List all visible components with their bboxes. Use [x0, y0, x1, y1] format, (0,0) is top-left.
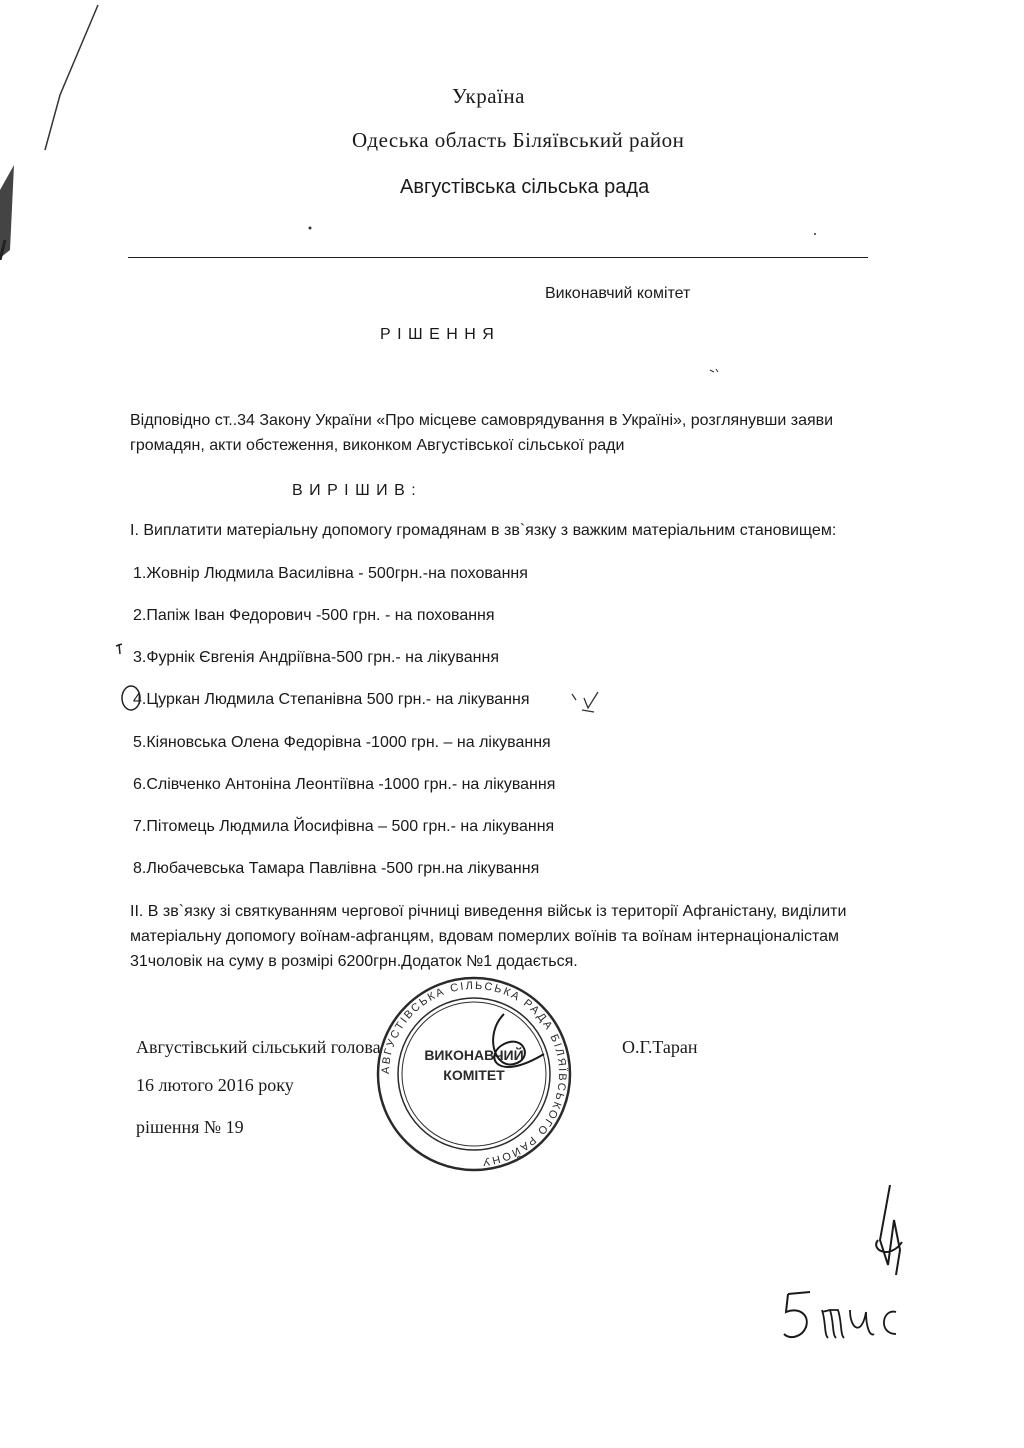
- list-item: 3.Фурнік Євгенія Андріївна-500 грн.- на лікування: [133, 649, 499, 666]
- list-item: 6.Слівченко Антоніна Леонтіївна -1000 грн.- на лікування: [133, 776, 556, 793]
- list-item: 8.Любачевська Тамара Павлівна -500 грн.на лікування: [133, 860, 540, 877]
- preamble-line-1: Відповідно ст..34 Закону України «Про місцеве самоврядування в Україні», розглянувши заяви: [130, 412, 834, 429]
- signature-name: О.Г.Таран: [622, 1037, 698, 1057]
- decided-label: В И Р І Ш И В :: [292, 482, 417, 499]
- handwritten-marks: [112, 640, 142, 720]
- section1-heading: І. Виплатити матеріальну допомогу громадянам в зв`язку з важким матеріальним становищем:: [130, 522, 837, 539]
- decision-number: рішення № 19: [136, 1117, 244, 1137]
- decision-date: 16 лютого 2016 року: [136, 1075, 294, 1095]
- doc-title: Р І Ш Е Н Н Я: [380, 326, 495, 343]
- list-item: 7.Пітомець Людмила Йосифівна – 500 грн.- на лікування: [133, 818, 555, 835]
- executive-committee-label: Виконавчий комітет: [545, 285, 691, 302]
- handwritten-tick: [562, 688, 612, 718]
- stamp-center-line-1: ВИКОНАВЧИЙ: [424, 1047, 524, 1063]
- section2-line-2: матеріальну допомогу воїнам-афганцям, вдовам померлих воїнів та воїнам інтернаціоналістам: [130, 928, 840, 945]
- handwritten-note: [778, 1282, 908, 1352]
- list-item: 4.Цуркан Людмила Степанівна 500 грн.- на лікування: [133, 691, 530, 708]
- handwritten-signature: [860, 1180, 920, 1280]
- list-item: 2.Папіж Іван Федорович -500 грн. - на поховання: [133, 607, 495, 624]
- section2-line-3: 31чоловік на суму в розмірі 6200грн.Додаток №1 додається.: [130, 953, 578, 970]
- scan-edge-artifact: [0, 0, 110, 260]
- stamp-ring-text: АВГУСТІВСЬКА СІЛЬСЬКА РАДА БІЛЯЇВСЬКОГО РАЙОНУ: [379, 979, 569, 1168]
- preamble-line-2: громадян, акти обстеження, виконком Августівської сільської ради: [130, 437, 625, 454]
- list-item: 5.Кіяновська Олена Федорівна -1000 грн. – на лікування: [133, 734, 551, 751]
- signature-title: Августівський сільський голова: [136, 1037, 381, 1057]
- stamp-center-line-2: КОМІТЕТ: [443, 1067, 505, 1083]
- section2-line-1: ІІ. В зв`язку зі святкуванням чергової річниці виведення військ із території Афганістану, виділити: [130, 903, 847, 920]
- header-council: Августівська сільська рада: [400, 176, 650, 198]
- header-region: Одеська область Біляївський район: [352, 128, 685, 152]
- scan-specks: [300, 220, 900, 380]
- list-item: 1.Жовнір Людмила Василівна - 500грн.-на поховання: [133, 565, 528, 582]
- official-stamp: [374, 974, 574, 1174]
- header-country: Україна: [452, 84, 525, 108]
